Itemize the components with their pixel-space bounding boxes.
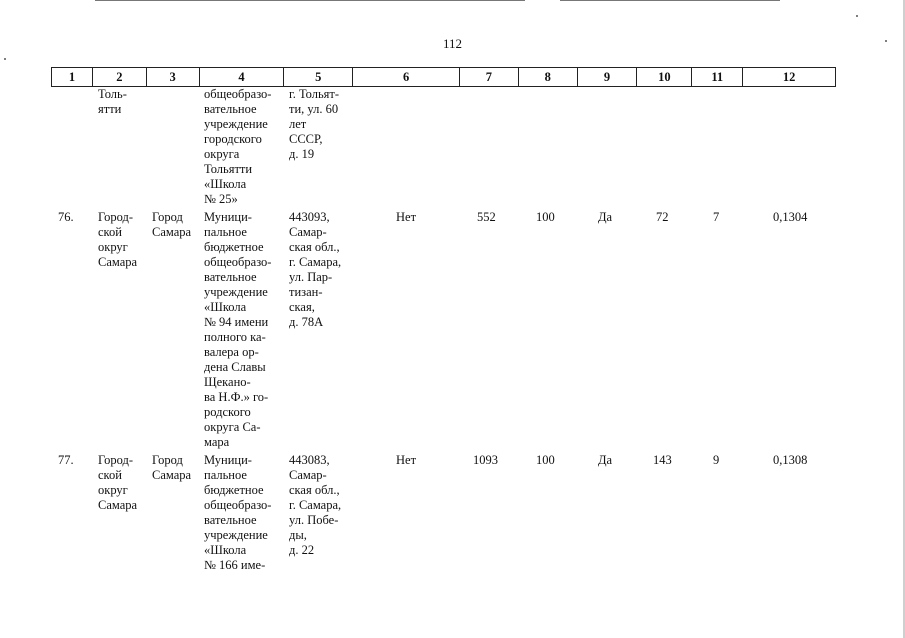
cell-municipality: Город- ской округ Самара [98, 453, 138, 512]
scan-speck [856, 15, 858, 17]
cell-row-number: 77. [58, 453, 74, 467]
cell-municipality: Толь- ятти [98, 87, 127, 116]
cell-col-10: 72 [656, 210, 669, 224]
cell-col-8: 100 [536, 453, 555, 467]
column-header: 6 [353, 68, 460, 86]
cell-col-6: Нет [396, 453, 417, 467]
cell-address: 443093, Самар- ская обл., г. Самара, ул. Пар- тизан- ская, д. 78А [289, 210, 342, 329]
cell-col-9: Да [598, 453, 613, 467]
cell-institution: Муници- пальное бюджетное общеобразо- вательное учреждение «Школа № 166 име- [204, 453, 272, 572]
column-header: 7 [460, 68, 519, 86]
cell-institution: Муници- пальное бюджетное общеобразо- вательное учреждение «Школа № 94 имени полного ка- валера ор- дена Славы Щекано- ва Н.Ф.» го- родского округа Са- мара [204, 210, 272, 449]
cell-settlement: Город Самара [152, 210, 192, 239]
table-header-row [51, 67, 836, 87]
cell-col-12: 0,1308 [773, 453, 808, 467]
cell-address: г. Тольят- ти, ул. 60 лет СССР, д. 19 [289, 87, 340, 161]
scan-top-edge-2 [560, 0, 780, 1]
cell-municipality: Город- ской округ Самара [98, 210, 138, 269]
cell-col-6: Нет [396, 210, 417, 224]
cell-col-11: 9 [713, 453, 720, 467]
column-header: 12 [782, 70, 796, 84]
cell-col-7: 1093 [473, 453, 498, 467]
cell-col-10: 143 [653, 453, 672, 467]
cell-settlement: Город Самара [152, 453, 192, 482]
cell-institution: общеобразо- вательное учреждение городского округа Тольятти «Школа № 25» [204, 87, 272, 206]
cell-col-9: Да [598, 210, 613, 224]
cell-row-number: 76. [58, 210, 74, 224]
column-header: 1 [52, 68, 93, 86]
cell-col-7: 552 [477, 210, 496, 224]
cell-col-8: 100 [536, 210, 555, 224]
cell-col-12: 0,1304 [773, 210, 808, 224]
column-header: 8 [519, 68, 578, 86]
scan-top-edge [95, 0, 525, 1]
column-header: 5 [284, 68, 353, 86]
column-header: 11 [692, 68, 743, 86]
column-header: 4 [200, 68, 285, 86]
column-header: 9 [578, 68, 638, 86]
cell-address: 443083, Самар- ская обл., г. Самара, ул. Побе- ды, д. 22 [289, 453, 342, 557]
column-header: 10 [637, 68, 692, 86]
cell-col-11: 7 [713, 210, 720, 224]
column-header: 3 [147, 68, 200, 86]
scan-speck [4, 58, 6, 60]
page-number: 112 [442, 36, 463, 51]
column-header: 2 [93, 68, 147, 86]
